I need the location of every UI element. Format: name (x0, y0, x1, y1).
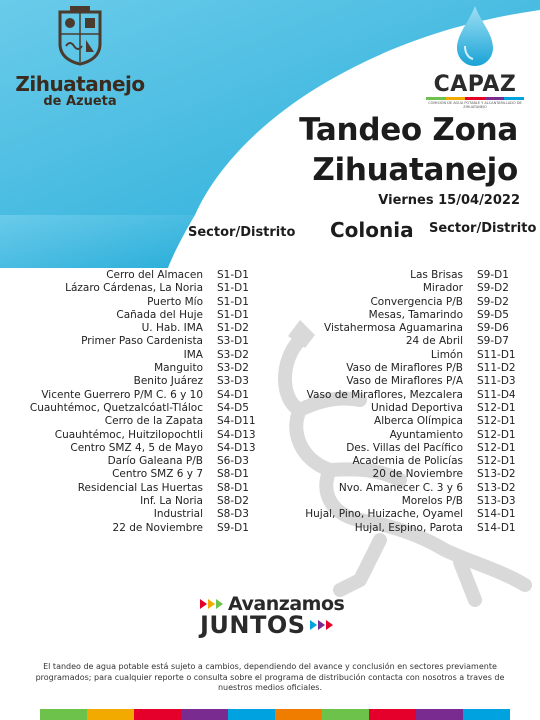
schedule-row (290, 322, 520, 335)
schedule-row (20, 429, 270, 442)
schedule-row (20, 442, 270, 455)
schedule-row (20, 402, 270, 415)
schedule-row (290, 402, 520, 415)
header-colonia: Colonia (330, 218, 414, 242)
schedule-row (290, 455, 520, 468)
sector-code: S9-D1 (217, 521, 249, 534)
colonia-name: Cerro de la Zapata (104, 415, 203, 428)
strip-segment (228, 709, 275, 720)
slogan-arrows-end-icon (310, 620, 334, 630)
strip-segment (463, 709, 510, 720)
sector-code: S12-D1 (477, 415, 516, 428)
schedule-row (20, 335, 270, 348)
slogan-arrows-icon (200, 599, 224, 609)
colonia-name: Vaso de Miraflores, Mezcalera (306, 388, 463, 401)
colonia-name: Las Brisas (410, 269, 463, 281)
colonia-name: Benito Juárez (133, 375, 203, 388)
sector-code: S1-D1 (217, 269, 249, 281)
colonia-name: Vaso de Miraflores P/A (346, 375, 463, 388)
schedule-row (290, 482, 520, 495)
schedule-row (290, 296, 520, 309)
sector-code: S8-D1 (217, 481, 249, 494)
page-title (299, 110, 518, 190)
slogan-logo (200, 593, 390, 639)
colonia-name: Cerro del Almacen (106, 269, 203, 281)
strip-segment (40, 709, 87, 720)
sector-code: S8-D1 (217, 468, 249, 481)
schedule-row (20, 508, 270, 521)
schedule-row (290, 282, 520, 295)
municipality-subtitle: de Azueta (43, 94, 117, 109)
sector-code: S11-D2 (477, 362, 516, 375)
strip-segment (87, 709, 134, 720)
colonia-name: Cañada del Huje (116, 308, 203, 321)
schedule-row (20, 375, 270, 388)
colonia-name: Residencial Las Huertas (77, 481, 203, 494)
colonia-name: Hujal, Pino, Huizache, Oyamel (305, 508, 463, 521)
schedule-row (290, 508, 520, 521)
colonia-name: Industrial (153, 508, 203, 521)
sector-code: S9-D1 (477, 269, 509, 281)
sector-code: S4-D1 (217, 388, 249, 401)
schedule-row (290, 522, 520, 535)
colonia-name: 20 de Noviembre (372, 468, 463, 481)
title-line-2: Zihuatanejo (312, 152, 518, 188)
colonia-name: 24 de Abril (405, 335, 463, 348)
capaz-logo (420, 4, 530, 109)
schedule-row (20, 415, 270, 428)
sector-code: S3-D3 (217, 375, 249, 388)
capaz-color-bar (426, 97, 524, 100)
colonia-name: Ayuntamiento (389, 428, 463, 441)
colonia-name: Vicente Guerrero P/M C. 6 y 10 (41, 388, 203, 401)
municipality-name: Zihuatanejo (15, 72, 145, 96)
sector-code: S1-D1 (217, 282, 249, 295)
sector-code: S12-D1 (477, 428, 516, 441)
strip-segment (275, 709, 322, 720)
schedule-row (20, 349, 270, 362)
schedule-row (20, 482, 270, 495)
sector-code: S9-D2 (477, 295, 509, 308)
colonia-name: Cuauhtémoc, Quetzalcóatl-Tláloc (29, 401, 203, 414)
title-line-1: Tandeo Zona (299, 112, 518, 148)
colonia-name: Centro SMZ 6 y 7 (112, 468, 203, 481)
schedule-row (20, 455, 270, 468)
capaz-tagline: COMISIÓN DE AGUA POTABLE Y ALCANTARILLADO DE ZIHUATANEJO (428, 101, 522, 109)
strip-segment (181, 709, 228, 720)
colonia-name: U. Hab. IMA (141, 322, 203, 335)
sector-code: S4-D13 (217, 441, 256, 454)
colonia-name: Limón (430, 348, 463, 361)
bottom-color-strip (40, 709, 510, 720)
schedule-row (290, 349, 520, 362)
schedule-row (20, 282, 270, 295)
sector-code: S1-D2 (217, 322, 249, 335)
sector-code: S11-D4 (477, 388, 516, 401)
schedule-row (20, 269, 270, 282)
schedule-row (20, 468, 270, 481)
colonia-name: IMA (183, 348, 203, 361)
sector-code: S4-D11 (217, 415, 256, 428)
colonia-name: Hujal, Espino, Parota (354, 521, 463, 534)
sector-code: S11-D1 (477, 348, 516, 361)
right-schedule-column (290, 269, 520, 535)
schedule-row (20, 522, 270, 535)
sector-code: S4-D13 (217, 428, 256, 441)
schedule-row (290, 442, 520, 455)
colonia-name: Vistahermosa Aguamarina (324, 322, 463, 335)
sector-code: S9-D5 (477, 308, 509, 321)
sector-code: S3-D1 (217, 335, 249, 348)
schedule-row (290, 335, 520, 348)
sector-code: S4-D5 (217, 401, 249, 414)
schedule-row (290, 309, 520, 322)
strip-segment (369, 709, 416, 720)
schedule-row (290, 468, 520, 481)
sector-code: S6-D3 (217, 455, 249, 468)
sector-code: S9-D2 (477, 282, 509, 295)
colonia-name: Nvo. Amanecer C. 3 y 6 (338, 481, 463, 494)
schedule-row (290, 495, 520, 508)
schedule-row (290, 269, 520, 282)
sector-code: S3-D2 (217, 348, 249, 361)
strip-segment (322, 709, 369, 720)
colonia-name: Inf. La Noria (140, 495, 203, 508)
colonia-name: Academia de Policías (352, 455, 463, 468)
header-sector-right: Sector/Distrito (429, 221, 537, 236)
sector-code: S9-D7 (477, 335, 509, 348)
sector-code: S13-D2 (477, 468, 516, 481)
capaz-name: CAPAZ (433, 72, 517, 97)
colonia-name: Alberca Olímpica (374, 415, 463, 428)
schedule-row (290, 362, 520, 375)
schedule-row (20, 296, 270, 309)
slogan-line-2: JUNTOS (200, 611, 306, 639)
colonia-name: Lázaro Cárdenas, La Noria (65, 282, 203, 295)
colonia-name: Mirador (422, 282, 463, 295)
colonia-name: Convergencia P/B (370, 295, 463, 308)
colonia-name: Cuauhtémoc, Huitzilopochtli (54, 428, 203, 441)
sector-code: S14-D1 (477, 521, 516, 534)
sector-code: S13-D3 (477, 495, 516, 508)
colonia-name: Vaso de Miraflores P/B (346, 362, 463, 375)
colonia-name: Darío Galeana P/B (107, 455, 203, 468)
strip-segment (134, 709, 181, 720)
sector-code: S1-D1 (217, 295, 249, 308)
sector-code: S9-D6 (477, 322, 509, 335)
schedule-row (20, 362, 270, 375)
colonia-name: Manguito (154, 362, 203, 375)
schedule-date: Viernes 15/04/2022 (378, 193, 520, 208)
schedule-row (20, 495, 270, 508)
sector-code: S14-D1 (477, 508, 516, 521)
water-drop-icon (455, 4, 495, 68)
schedule-row (290, 429, 520, 442)
colonia-name: Mesas, Tamarindo (368, 308, 463, 321)
colonia-name: Centro SMZ 4, 5 de Mayo (70, 441, 203, 454)
sector-code: S1-D1 (217, 308, 249, 321)
sector-code: S8-D2 (217, 495, 249, 508)
sector-code: S3-D2 (217, 362, 249, 375)
left-schedule-column (20, 269, 270, 535)
sector-code: S12-D1 (477, 401, 516, 414)
municipality-logo (10, 4, 150, 109)
schedule-row (290, 389, 520, 402)
slogan-line-1: Avanzamos (228, 593, 345, 615)
sector-code: S11-D3 (477, 375, 516, 388)
schedule-row (20, 389, 270, 402)
municipal-seal-icon (54, 4, 106, 66)
colonia-name: Primer Paso Cardenista (81, 335, 203, 348)
sector-code: S8-D3 (217, 508, 249, 521)
colonia-name: Unidad Deportiva (371, 401, 463, 414)
colonia-name: Morelos P/B (401, 495, 463, 508)
colonia-name: Des. Villas del Pacífico (346, 441, 463, 454)
header-sector-left: Sector/Distrito (188, 225, 296, 240)
schedule-row (20, 322, 270, 335)
schedule-row (20, 309, 270, 322)
disclaimer-text: El tandeo de agua potable está sujeto a cambios, dependiendo del avance y conclusión en sectores previamente programados; para cualquier reporte o consulta sobre el programa de distribución contacta con nosotros a traves de nuestros medios oficiales. (35, 662, 505, 692)
colonia-name: Puerto Mío (147, 295, 203, 308)
sector-code: S13-D2 (477, 481, 516, 494)
schedule-row (290, 375, 520, 388)
schedule-row (290, 415, 520, 428)
colonia-name: 22 de Noviembre (112, 521, 203, 534)
sector-code: S12-D1 (477, 455, 516, 468)
sector-code: S12-D1 (477, 441, 516, 454)
strip-segment (416, 709, 463, 720)
